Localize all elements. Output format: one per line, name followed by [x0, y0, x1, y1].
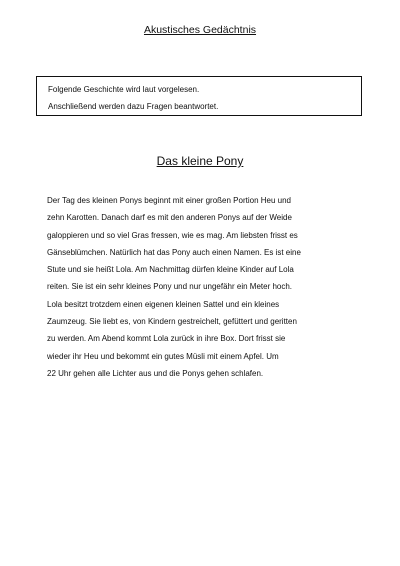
story-line: Der Tag des kleinen Ponys beginnt mit einer großen Portion Heu und — [47, 196, 291, 205]
story-line: Lola besitzt trotzdem einen eigenen kleinen Sattel und ein kleines — [47, 299, 280, 309]
story-line: Stute und sie heißt Lola. Am Nachmittag dürfen kleine Kinder auf Lola — [47, 265, 294, 275]
page-title: Akustisches Gedächtnis — [143, 24, 257, 36]
story-line: zehn Karotten. Danach darf es mit den anderen Ponys auf der Weide — [47, 213, 292, 223]
instruction-box — [36, 76, 362, 116]
story-text — [47, 192, 367, 382]
story-line: 22 Uhr gehen alle Lichter aus und die Ponys gehen schlafen. — [47, 368, 264, 378]
story-line: Gänseblümchen. Natürlich hat das Pony auch einen Namen. Es ist eine — [47, 247, 301, 257]
story-line: galoppieren und so viel Gras fressen, wie es mag. Am liebsten frisst es — [47, 230, 298, 240]
story-line: wieder ihr Heu und bekommt ein gutes Müsli mit einem Apfel. Um — [47, 351, 279, 361]
instruction-line: Anschließend werden dazu Fragen beantwortet. — [48, 102, 219, 111]
instruction-line: Folgende Geschichte wird laut vorgelesen. — [48, 85, 200, 94]
story-line: reiten. Sie ist ein sehr kleines Pony und nur ungefähr ein Meter hoch. — [47, 282, 293, 292]
story-title: Das kleine Pony — [156, 154, 244, 168]
story-line: Zaumzeug. Sie liebt es, von Kindern gestreichelt, gefüttert und geritten — [47, 317, 297, 327]
story-line: zu werden. Am Abend kommt Lola zurück in ihre Box. Dort frisst sie — [47, 334, 286, 344]
